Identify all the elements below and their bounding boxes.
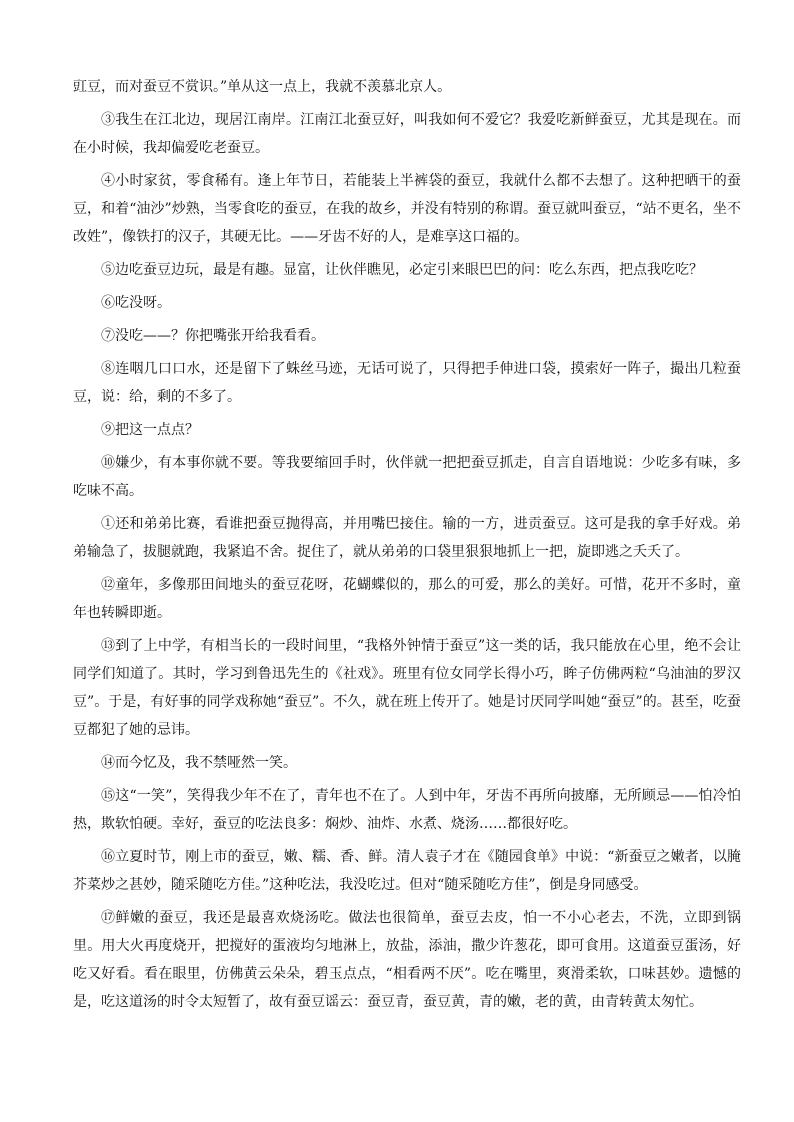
- paragraph-8: ⑧连咽几口口水，还是留下了蛛丝马迹，无话可说了，只得把手伸进口袋，摸索好一阵子，撮出几粒蚕豆，说：给，剩的不多了。: [73, 361, 741, 405]
- paragraph-12: ⑫童年，多像那田间地头的蚕豆花呀，花蝴蝶似的，那么的可爱，那么的美好。可惜，花开不多时，童年也转瞬即逝。: [73, 577, 741, 621]
- paragraph-17: ⑰鲜嫩的蚕豆，我还是最喜欢烧汤吃。做法也很简单，蚕豆去皮，怕一不小心老去，不洗，立即到锅里。用大火再度烧开，把搅好的蛋液均匀地淋上，放盐，添油，撒少许葱花，即可食用。这道蚕豆蛋汤，好吃又好看。看在眼里，仿佛黄云朵朵，碧玉点点，“相看两不厌”。吃在嘴里，爽滑柔软，口味甚妙。遗憾的是，吃这道汤的时令太短暂了，故有蚕豆谣云：蚕豆青，蚕豆黄，青的嫩，老的黄，由青转黄太匆忙。: [73, 910, 741, 1010]
- paragraph-continued: 豇豆，而对蚕豆不赏识。”单从这一点上，我就不羡慕北京人。: [73, 79, 452, 95]
- paragraph-7: ⑦没吃——？你把嘴张开给我看看。: [101, 328, 325, 344]
- paragraph-14: ⑭而今忆及，我不禁哑然一笑。: [101, 755, 297, 771]
- paragraph-16: ⑯立夏时节，刚上市的蚕豆，嫩、糯、香、鲜。清人袁子才在《随园食单》中说：“新蚕豆之嫩者，以腌芥菜炒之甚妙，随采随吃方佳。”这种吃法，我没吃过。但对“随采随吃方佳”，倒是身同感受。: [73, 849, 741, 893]
- paragraph-6: ⑥吃没呀。: [101, 295, 171, 311]
- article-body: [73, 73, 741, 1021]
- paragraph-13: ⑬到了上中学，有相当长的一段时间里，“我格外钟情于蚕豆”这一类的话，我只能放在心里，绝不会让同学们知道了。其时，学习到鲁迅先生的《社戏》。班里有位女同学长得小巧，眸子仿佛两粒“乌油油的罗汉豆”。于是，有好事的同学戏称她“蚕豆”。不久，就在班上传开了。她是讨厌同学叫她“蚕豆”的。甚至，吃蚕豆都犯了她的忌讳。: [73, 638, 741, 738]
- paragraph-11: ①还和弟弟比赛，看谁把蚕豆抛得高，并用嘴巴接住。输的一方，进贡蚕豆。这可是我的拿手好戏。弟弟输急了，拔腿就跑，我紧追不舍。捉住了，就从弟弟的口袋里狠狠地抓上一把，旋即逃之夭夭了。: [73, 516, 741, 560]
- paragraph-9: ⑨把这一点点？: [101, 422, 199, 438]
- paragraph-5: ⑤边吃蚕豆边玩，最是有趣。显富，让伙伴瞧见，必定引来眼巴巴的问：吃么东西，把点我吃吃？: [101, 262, 703, 278]
- paragraph-3: ③我生在江北边，现居江南岸。江南江北蚕豆好，叫我如何不爱它？我爱吃新鲜蚕豆，尤其是现在。而在小时候，我却偏爱吃老蚕豆。: [73, 112, 741, 156]
- paragraph-15: ⑮这“一笑”，笑得我少年不在了，青年也不在了。人到中年，牙齿不再所向披靡，无所顾忌——怕冷怕热，欺软怕硬。幸好，蚕豆的吃法良多：焖炒、油炸、水煮、烧汤……都很好吃。: [73, 788, 741, 832]
- paragraph-4: ④小时家贫，零食稀有。逢上年节日，若能装上半裤袋的蚕豆，我就什么都不去想了。这种把晒干的蚕豆，和着“油沙”炒熟，当零食吃的蚕豆，在我的故乡，并没有特别的称谓。蚕豆就叫蚕豆，“站不更名，坐不改姓”，像铁打的汉子，其硬无比。——牙齿不好的人，是难享这口福的。: [73, 173, 741, 245]
- paragraph-10: ⑩嫌少，有本事你就不要。等我要缩回手时，伙伴就一把把蚕豆抓走，自言自语地说：少吃多有味，多吃味不高。: [73, 455, 741, 499]
